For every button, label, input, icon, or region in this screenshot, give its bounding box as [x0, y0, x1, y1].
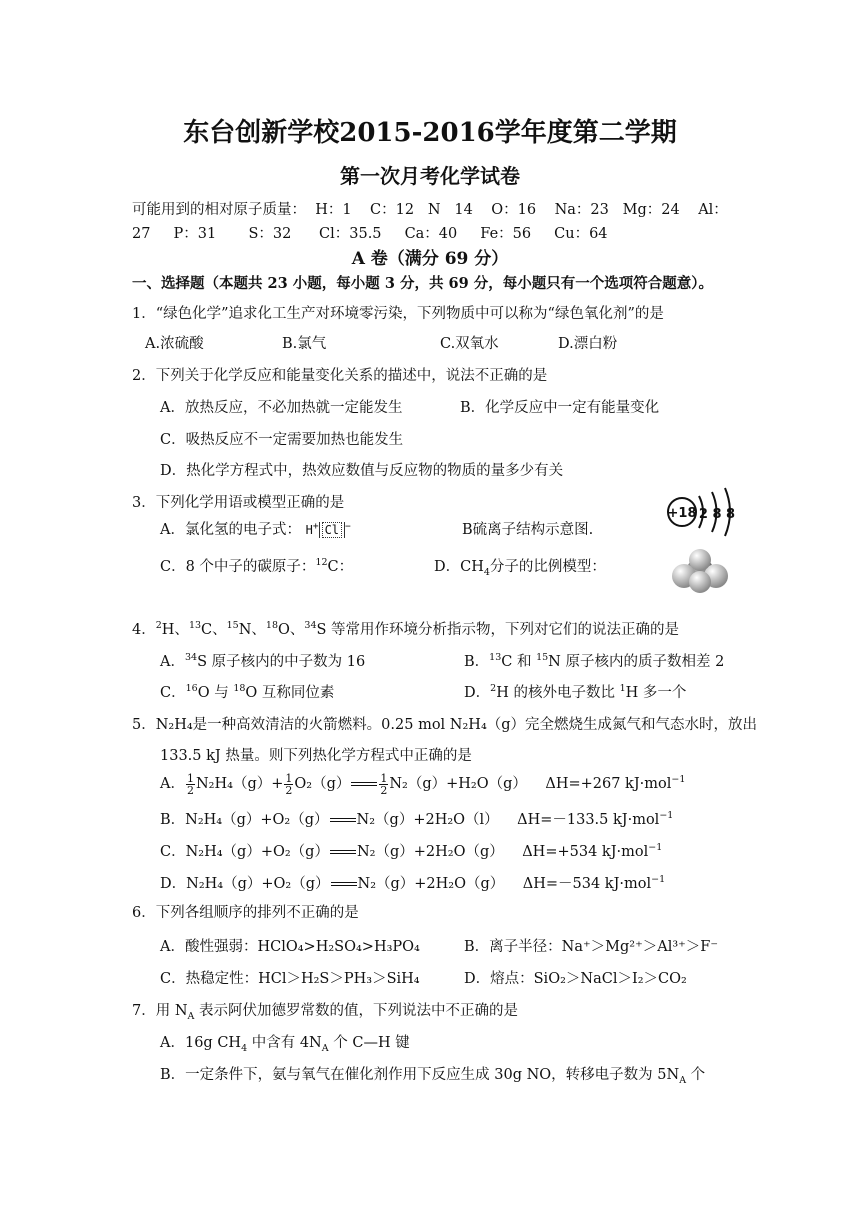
question-5-option-a: A． $\frac{1}{2}$ N₂H₄（g）+ $\frac{1}{2}$ O₂（g） $\frac{1}{2}$ N₂（g）+H₂O（g） ΔH=+267 kJ·mol$^{-1}$ — [160, 771, 686, 797]
question-6-option-d: D．熔点：SiO₂＞NaCl＞I₂＞CO₂ — [464, 971, 687, 987]
question-7-option-b: B．一定条件下，氨与氧气在催化剂作用下反应生成 30g NO，转移电子数为 $5N_A$ 个 — [160, 1067, 706, 1086]
question-4-option-a: A．$^{34}$S 原子核内的中子数为 16 — [160, 652, 366, 670]
atomic-mass-line-2: 27 P：31 S：32 Cl：35.5 Ca：40 Fe：56 Cu：64 — [132, 226, 608, 242]
question-4-stem: 4．$^2$H、$^{13}$C、$^{15}$N、$^{18}$O、$^{34}$S 等常用作环境分析指示物，下列对它们的说法正确的是 — [132, 620, 680, 638]
question-4-option-c: C．$^{16}$O 与 $^{18}$O 互称同位素 — [160, 683, 335, 701]
question-7-stem: 7．用 $N_A$ 表示阿伏加德罗常数的值，下列说法中不正确的是 — [132, 1003, 519, 1022]
question-2-stem: 2．下列关于化学反应和能量变化关系的描述中，说法不正确的是 — [132, 368, 548, 384]
question-1-option-b: B.氯气 — [282, 336, 327, 352]
question-3-option-a-text: A．氯化氢的电子式： — [160, 522, 301, 538]
hcl-electron-formula: H+ Cl − — [305, 521, 351, 537]
question-6-option-b: B．离子半径：Na⁺＞Mg²⁺＞Al³⁺＞F⁻ — [464, 939, 719, 955]
question-2-option-a: A．放热反应，不必加热就一定能发生 — [160, 400, 403, 416]
question-6-stem: 6．下列各组顺序的排列不正确的是 — [132, 905, 359, 921]
question-5-option-c: C．N₂H₄（g）+O₂（g） N₂（g）+2H₂O（g） ΔH=+534 kJ·mol$^{-1}$ — [160, 842, 663, 860]
hcl-cl-symbol: Cl — [322, 522, 342, 538]
sulfide-electron-shells: 2 8 8 — [698, 507, 736, 522]
question-3-option-a — [160, 518, 351, 539]
question-3-option-d: D．$CH_4$分子的比例模型： — [434, 559, 606, 578]
question-2-option-b: B．化学反应中一定有能量变化 — [460, 400, 660, 416]
question-1-option-d: D.漂白粉 — [558, 336, 618, 352]
question-2-option-c: C．吸热反应不一定需要加热也能发生 — [160, 432, 404, 448]
question-5-stem-line-1: 5．N₂H₄是一种高效清洁的火箭燃料。0.25 mol N₂H₄（g）完全燃烧生成氮气和气态水时，放出 — [132, 717, 758, 733]
question-3-stem: 3．下列化学用语或模型正确的是 — [132, 495, 345, 511]
question-4-option-d: D．$^2$H 的核外电子数比 $^1$H 多一个 — [464, 683, 687, 701]
question-2-option-d: D．热化学方程式中，热效应数值与反应物的物质的量多少有关 — [160, 463, 564, 479]
atomic-mass-line-1: 可能用到的相对原子质量： H：1 C：12 N 14 O：16 Na：23 Mg：24 Al： — [132, 202, 728, 218]
hcl-h-symbol: H — [305, 523, 313, 537]
sulfide-nucleus-charge: +18 — [667, 506, 697, 521]
question-1-stem: 1．“绿色化学”追求化工生产对环境零污染，下列物质中可以称为“绿色氧化剂”的是 — [132, 306, 664, 322]
question-6-option-a: A．酸性强弱：HClO₄>H₂SO₄>H₃PO₄ — [160, 939, 420, 955]
question-3-option-c: C．8 个中子的碳原子：$^{12}$C： — [160, 557, 354, 575]
question-5-stem-line-2: 133.5 kJ 热量。则下列热化学方程式中正确的是 — [160, 748, 472, 764]
ch4-space-filling-model — [664, 548, 736, 594]
question-5-option-b: B．N₂H₄（g）+O₂（g） N₂（g）+2H₂O（l） ΔH=－133.5 kJ·mol$^{-1}$ — [160, 810, 674, 828]
question-6-option-c: C．热稳定性：HCl＞H₂S＞PH₃＞SiH₄ — [160, 971, 420, 987]
sulfide-ion-structure-diagram — [662, 484, 740, 540]
section-a-title: A 卷（满分 69 分） — [351, 249, 509, 269]
question-1-option-c: C.双氧水 — [440, 336, 499, 352]
section-a-instruction: 一、选择题（本题共 23 小题，每小题 3 分，共 69 分，每小题只有一个选项符合题意）。 — [132, 275, 713, 292]
page-subtitle: 第一次月考化学试卷 — [340, 164, 520, 188]
question-5-option-d: D．N₂H₄（g）+O₂（g） N₂（g）+2H₂O（g） ΔH=－534 kJ·mol$^{-1}$ — [160, 874, 666, 892]
question-4-option-b: B．$^{13}$C 和 $^{15}$N 原子核内的质子数相差 2 — [464, 652, 725, 670]
question-3-option-b: B硫离子结构示意图. — [462, 522, 594, 538]
question-1-option-a: A.浓硫酸 — [145, 336, 204, 352]
page-title: 东台创新学校2015-2016学年度第二学期 — [183, 118, 677, 148]
question-7-option-a: A．16g $CH_4$ 中含有 $4N_A$ 个 C—H 键 — [160, 1035, 410, 1054]
